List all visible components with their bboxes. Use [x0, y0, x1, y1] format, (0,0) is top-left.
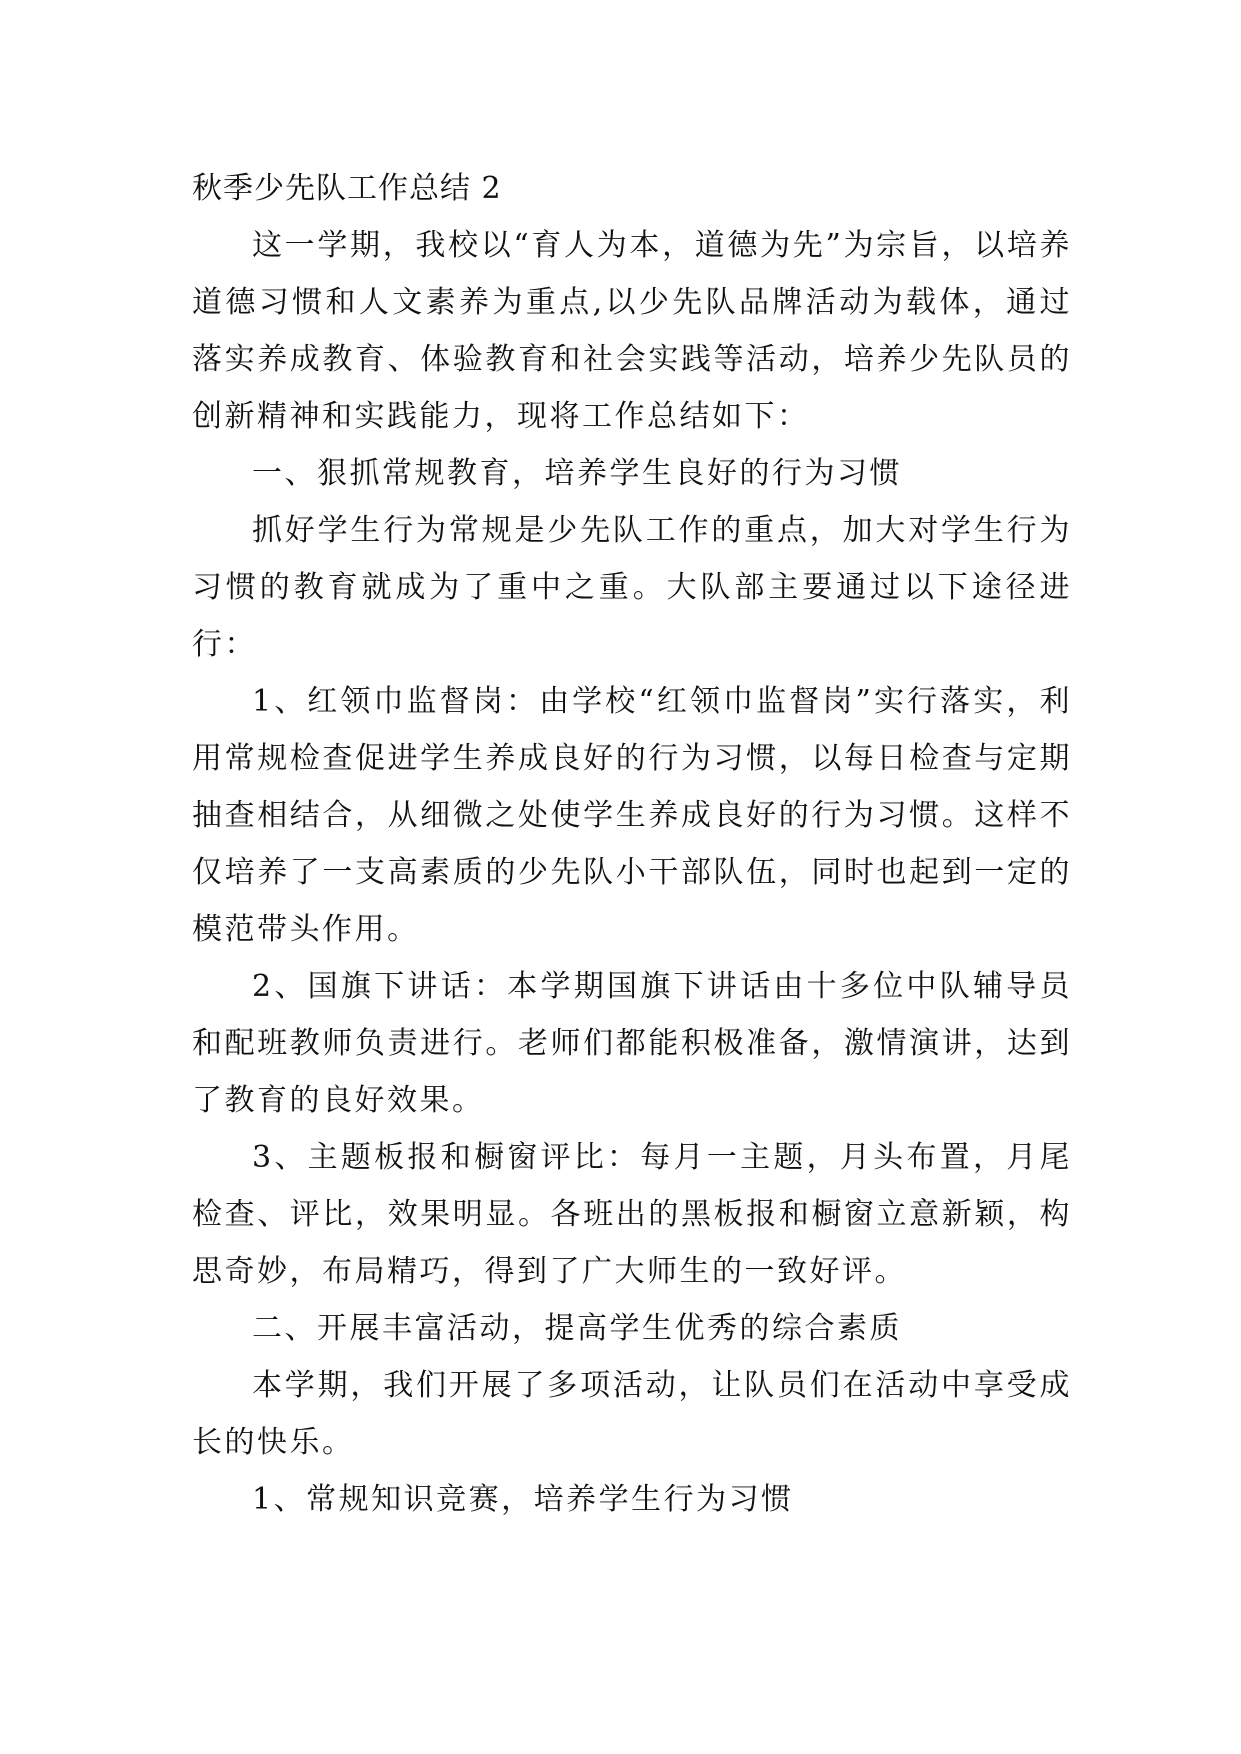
item-paragraph-1: 1、红领巾监督岗：由学校“红领巾监督岗”实行落实，利用常规检查促进学生养成良好的行为习惯，以每日检查与定期抽查相结合，从细微之处使学生养成良好的行为习惯。这样不仅培养了一支高素质的少先队小干部队伍，同时也起到一定的模范带头作用。 — [192, 684, 1072, 947]
item-paragraph-2: 2、国旗下讲话：本学期国旗下讲话由十多位中队辅导员和配班教师负责进行。老师们都能积极准备，激情演讲，达到了教育的良好效果。 — [192, 969, 1072, 1118]
document-body — [192, 160, 1072, 1528]
item-paragraph-3: 3、主题板报和橱窗评比：每月一主题，月头布置，月尾检查、评比，效果明显。各班出的黑板报和橱窗立意新颖，构思奇妙，布局精巧，得到了广大师生的一致好评。 — [192, 1140, 1072, 1289]
section-1-intro-paragraph: 抓好学生行为常规是少先队工作的重点，加大对学生行为习惯的教育就成为了重中之重。大队部主要通过以下途径进行： — [192, 513, 1072, 662]
section-heading-1: 一、狠抓常规教育，培养学生良好的行为习惯 — [252, 456, 902, 491]
document-title: 秋季少先队工作总结 2 — [192, 171, 502, 206]
intro-paragraph: 这一学期，我校以“育人为本，道德为先”为宗旨，以培养道德习惯和人文素养为重点,以少先队品牌活动为载体，通过落实养成教育、体验教育和社会实践等活动，培养少先队员的创新精神和实践能力，现将工作总结如下： — [192, 228, 1072, 434]
section-heading-2: 二、开展丰富活动，提高学生优秀的综合素质 — [252, 1311, 902, 1346]
item-heading-1: 1、常规知识竞赛，培养学生行为习惯 — [252, 1482, 794, 1517]
section-2-intro-paragraph: 本学期，我们开展了多项活动，让队员们在活动中享受成长的快乐。 — [192, 1368, 1072, 1460]
